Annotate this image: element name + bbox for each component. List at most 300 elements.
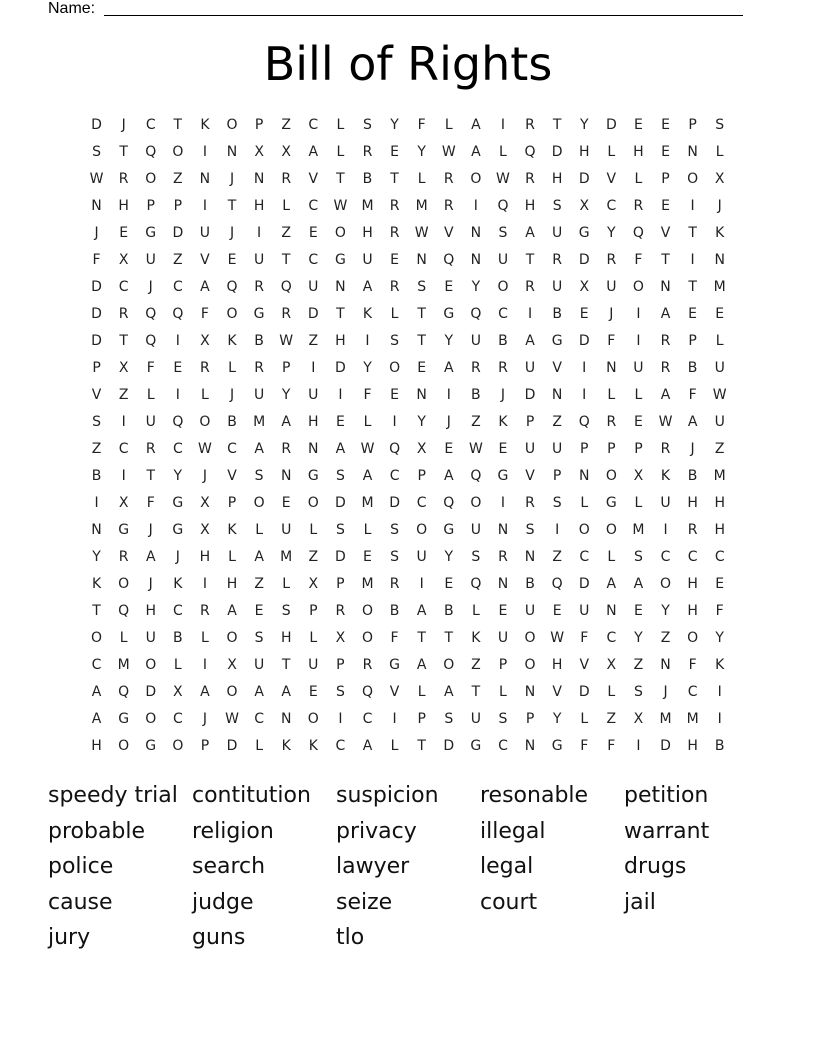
grid-letter: C (416, 495, 427, 511)
grid-letter: L (228, 549, 236, 565)
grid-letter: C (606, 630, 617, 646)
grid-letter: H (687, 603, 698, 619)
grid-letter: U (524, 360, 536, 376)
word-bank-item: court (480, 889, 538, 915)
grid-letter: G (443, 306, 455, 322)
grid-letter: S (390, 522, 400, 538)
grid-letter: C (308, 198, 319, 214)
grid-letter: R (281, 306, 292, 322)
grid-letter: Y (471, 279, 481, 295)
grid-letter: Z (552, 549, 562, 565)
grid-letter: Y (715, 630, 724, 646)
grid-letter: L (715, 144, 724, 160)
word-bank-item: cause (48, 889, 113, 915)
grid-letter: X (281, 144, 291, 160)
grid-letter: M (361, 198, 374, 214)
grid-letter: D (578, 171, 590, 187)
word-bank-item: search (192, 854, 266, 879)
grid-letter: Z (660, 630, 671, 646)
grid-letter: Y (444, 549, 454, 565)
grid-letter: D (578, 333, 590, 349)
grid-letter: L (363, 522, 372, 538)
grid-letter: I (690, 198, 695, 214)
grid-letter: A (91, 711, 102, 727)
grid-letter: E (633, 414, 643, 430)
grid-letter: F (92, 252, 101, 268)
grid-letter: C (660, 549, 671, 565)
grid-letter: L (634, 387, 643, 403)
grid-letter: A (525, 333, 535, 349)
grid-letter: S (335, 522, 345, 538)
grid-letter: S (390, 549, 400, 565)
grid-letter: F (580, 738, 589, 754)
grid-letter: L (607, 684, 616, 700)
grid-letter: R (118, 306, 129, 322)
grid-letter: R (687, 522, 698, 538)
grid-letter: B (91, 468, 102, 484)
grid-letter: I (202, 198, 207, 214)
grid-letter: E (688, 306, 698, 322)
word-search-grid (83, 112, 733, 760)
grid-letter: L (634, 171, 643, 187)
grid-letter: E (390, 387, 399, 403)
grid-letter: M (659, 711, 672, 727)
grid-letter: Q (172, 414, 184, 430)
grid-letter: L (309, 630, 318, 646)
grid-letter: D (335, 549, 346, 565)
grid-letter: W (712, 387, 727, 403)
grid-letter: E (444, 279, 454, 295)
word-bank-item: tlo (336, 925, 365, 950)
grid-letter: T (661, 252, 670, 268)
grid-letter: B (173, 630, 183, 646)
grid-letter: W (333, 198, 348, 214)
grid-letter: X (579, 198, 590, 214)
grid-letter: K (498, 414, 508, 430)
grid-letter: A (145, 549, 156, 565)
grid-letter: U (552, 441, 563, 457)
grid-letter: R (660, 333, 671, 349)
grid-letter: E (552, 603, 562, 619)
grid-letter: A (633, 576, 644, 592)
grid-letter: W (441, 144, 456, 160)
word-bank-item: speedy trial (48, 783, 178, 808)
grid-letter: M (253, 414, 266, 430)
grid-letter: N (416, 252, 427, 268)
grid-letter: L (336, 117, 345, 133)
grid-letter: E (661, 198, 670, 214)
grid-letter: O (145, 657, 157, 673)
grid-letter: J (202, 468, 207, 484)
grid-letter: A (443, 684, 454, 700)
grid-letter: X (335, 630, 346, 646)
grid-letter: C (227, 441, 237, 457)
grid-letter: C (714, 549, 725, 565)
grid-letter: H (551, 171, 563, 187)
grid-letter: U (308, 657, 319, 673)
grid-letter: C (172, 711, 183, 727)
grid-letter: N (524, 684, 536, 700)
grid-letter: X (173, 684, 183, 700)
grid-letter: D (578, 576, 590, 592)
word-bank-item: privacy (336, 818, 417, 844)
grid-letter: L (580, 495, 589, 511)
grid-letter: C (687, 684, 698, 700)
page-title: Bill of Rights (263, 37, 553, 91)
grid-letter: H (199, 549, 211, 565)
grid-letter: G (172, 495, 184, 511)
grid-letter: R (254, 279, 264, 295)
grid-letter: H (714, 522, 725, 538)
grid-letter: Q (280, 279, 292, 295)
grid-letter: O (470, 171, 482, 187)
grid-letter: B (443, 603, 454, 619)
grid-letter: L (499, 144, 507, 160)
grid-letter: R (525, 117, 535, 133)
grid-letter: E (390, 144, 399, 160)
grid-letter: Q (470, 306, 482, 322)
grid-letter: L (282, 198, 291, 214)
grid-letter: T (146, 468, 156, 484)
grid-letter: V (660, 225, 671, 241)
grid-letter: E (308, 225, 318, 241)
grid-letter: U (524, 441, 536, 457)
grid-letter: U (253, 657, 265, 673)
grid-letter: T (227, 198, 237, 214)
grid-letter: G (551, 333, 563, 349)
grid-letter: W (89, 171, 104, 187)
grid-letter: I (121, 414, 126, 430)
grid-letter: S (335, 684, 345, 700)
grid-letter: T (119, 144, 128, 160)
grid-letter: P (417, 711, 426, 727)
grid-letter: W (414, 225, 429, 241)
grid-letter: L (173, 657, 182, 673)
grid-letter: A (362, 279, 373, 295)
grid-letter: N (308, 441, 319, 457)
grid-letter: O (91, 630, 103, 646)
grid-letter: J (148, 522, 153, 538)
grid-letter: H (335, 333, 346, 349)
grid-letter: H (280, 630, 292, 646)
grid-letter: O (118, 576, 130, 592)
grid-letter: L (309, 522, 318, 538)
grid-letter: O (226, 117, 238, 133)
grid-letter: G (118, 711, 130, 727)
grid-letter: T (336, 171, 345, 187)
grid-letter: R (606, 414, 617, 430)
grid-letter: K (308, 738, 318, 754)
grid-letter: R (606, 252, 617, 268)
grid-letter: J (663, 684, 668, 700)
grid-letter: R (498, 360, 508, 376)
grid-letter: P (173, 198, 183, 214)
grid-letter: M (280, 549, 293, 565)
grid-letter: V (552, 684, 562, 700)
grid-letter: U (552, 225, 563, 241)
grid-letter: A (471, 117, 481, 133)
grid-letter: R (389, 225, 400, 241)
grid-letter: Q (145, 333, 157, 349)
grid-letter: I (717, 684, 722, 700)
grid-letter: A (416, 657, 427, 673)
grid-letter: P (688, 333, 697, 349)
grid-letter: N (497, 576, 509, 592)
grid-letter: E (633, 117, 643, 133)
grid-letter: C (172, 279, 183, 295)
grid-letter: Q (443, 252, 455, 268)
word-bank-item: suspicion (336, 783, 439, 808)
grid-letter: K (91, 576, 102, 592)
grid-letter: L (201, 630, 209, 646)
grid-letter: D (91, 279, 102, 295)
grid-letter: U (470, 711, 481, 727)
grid-letter: R (281, 441, 292, 457)
grid-letter: Z (91, 441, 102, 457)
grid-letter: P (417, 468, 426, 484)
grid-letter: L (255, 522, 264, 538)
grid-letter: P (498, 657, 508, 673)
grid-letter: T (444, 630, 454, 646)
grid-letter: U (606, 279, 617, 295)
grid-letter: H (118, 198, 129, 214)
grid-letter: F (363, 387, 372, 403)
grid-letter: L (282, 576, 291, 592)
grid-letter: B (687, 360, 698, 376)
grid-letter: K (173, 576, 183, 592)
grid-letter: E (227, 252, 237, 268)
word-bank-item: legal (480, 854, 534, 879)
grid-letter: C (389, 468, 400, 484)
grid-letter: O (416, 522, 428, 538)
grid-letter: H (362, 225, 373, 241)
grid-letter: I (690, 252, 695, 268)
grid-letter: Z (308, 333, 319, 349)
grid-letter: V (606, 171, 617, 187)
grid-letter: Z (173, 252, 183, 268)
grid-letter: Q (578, 414, 590, 430)
word-bank-item: lawyer (336, 854, 410, 879)
grid-letter: E (390, 252, 399, 268)
grid-letter: A (416, 603, 427, 619)
word-bank-item: judge (192, 889, 254, 915)
grid-letter: S (390, 333, 400, 349)
grid-letter: A (362, 468, 373, 484)
grid-letter: E (281, 495, 291, 511)
grid-letter: C (335, 738, 346, 754)
grid-letter: D (551, 144, 563, 160)
grid-letter: P (525, 711, 535, 727)
grid-letter: L (363, 414, 372, 430)
grid-letter: H (687, 495, 698, 511)
grid-letter: M (415, 198, 428, 214)
grid-letter: U (253, 252, 265, 268)
grid-letter: M (117, 657, 130, 673)
grid-letter: Q (632, 225, 644, 241)
grid-letter: B (254, 333, 264, 349)
name-underline (104, 15, 743, 16)
grid-letter: J (148, 279, 153, 295)
grid-letter: E (173, 360, 183, 376)
grid-letter: E (119, 225, 129, 241)
grid-letter: X (227, 657, 237, 673)
grid-letter: Y (661, 603, 670, 619)
grid-letter: T (281, 657, 291, 673)
grid-letter: G (389, 657, 400, 673)
grid-letter: S (254, 468, 264, 484)
grid-letter: I (257, 225, 262, 241)
word-bank-item: jury (48, 925, 91, 950)
grid-letter: S (552, 198, 562, 214)
grid-letter: J (229, 171, 235, 187)
grid-letter: Z (173, 171, 183, 187)
grid-letter: F (607, 333, 616, 349)
grid-letter: F (146, 360, 155, 376)
grid-letter: Y (444, 333, 454, 349)
grid-letter: I (94, 495, 99, 511)
grid-letter: B (362, 171, 373, 187)
grid-letter: Y (281, 387, 291, 403)
word-bank-item: religion (192, 818, 274, 844)
grid-letter: X (200, 522, 210, 538)
grid-letter: E (498, 603, 508, 619)
grid-letter: E (633, 603, 643, 619)
grid-letter: O (307, 495, 319, 511)
grid-letter: C (308, 252, 319, 268)
grid-letter: Z (552, 414, 562, 430)
grid-letter: A (200, 684, 210, 700)
grid-letter: P (661, 171, 670, 187)
grid-letter: I (527, 306, 533, 322)
grid-letter: X (633, 711, 644, 727)
grid-letter: N (91, 522, 102, 538)
grid-letter: R (443, 198, 454, 214)
grid-letter: R (498, 549, 508, 565)
grid-letter: C (308, 117, 319, 133)
grid-letter: Z (281, 225, 291, 241)
grid-letter: A (660, 387, 671, 403)
grid-letter: I (636, 333, 641, 349)
grid-letter: R (633, 198, 644, 214)
grid-letter: E (444, 576, 454, 592)
grid-letter: C (254, 711, 264, 727)
grid-letter: T (688, 225, 697, 241)
grid-letter: U (308, 387, 319, 403)
grid-letter: V (91, 387, 102, 403)
grid-letter: K (471, 630, 481, 646)
grid-letter: T (417, 630, 426, 646)
grid-letter: I (392, 414, 397, 430)
grid-letter: T (417, 738, 426, 754)
grid-letter: A (200, 279, 210, 295)
grid-letter: K (200, 117, 210, 133)
grid-letter: N (524, 738, 536, 754)
grid-letter: E (715, 306, 725, 322)
grid-letter: Z (254, 576, 264, 592)
grid-letter: I (202, 576, 207, 592)
grid-letter: O (497, 279, 509, 295)
grid-letter: J (446, 414, 451, 430)
grid-letter: Z (118, 387, 129, 403)
grid-letter: I (338, 387, 343, 403)
grid-letter: I (446, 387, 451, 403)
grid-letter: A (362, 738, 373, 754)
grid-letter: O (307, 711, 319, 727)
grid-letter: S (335, 468, 345, 484)
grid-letter: Y (390, 117, 399, 133)
grid-letter: N (687, 144, 698, 160)
grid-letter: O (389, 360, 401, 376)
grid-letter: D (91, 306, 102, 322)
grid-letter: O (524, 630, 536, 646)
grid-letter: S (363, 117, 372, 133)
grid-letter: R (118, 549, 129, 565)
grid-letter: G (118, 522, 130, 538)
grid-letter: N (714, 252, 725, 268)
grid-letter: E (579, 306, 589, 322)
word-bank-item: warrant (624, 818, 710, 844)
grid-letter: A (281, 684, 291, 700)
grid-letter: U (145, 252, 156, 268)
grid-letter: X (118, 360, 129, 376)
grid-letter: C (91, 657, 102, 673)
grid-letter: U (416, 549, 427, 565)
grid-letter: T (417, 333, 426, 349)
grid-letter: P (688, 117, 697, 133)
grid-letter: U (362, 252, 373, 268)
grid-letter: M (713, 279, 726, 295)
grid-letter: W (198, 441, 212, 457)
grid-letter: R (525, 279, 535, 295)
grid-letter: P (227, 495, 237, 511)
grid-letter: B (525, 576, 535, 592)
grid-letter: S (254, 630, 264, 646)
grid-letter: O (605, 468, 617, 484)
grid-letter: M (632, 522, 645, 538)
grid-letter: L (119, 630, 128, 646)
grid-letter: V (443, 225, 454, 241)
grid-letter: D (226, 738, 238, 754)
grid-letter: J (609, 306, 614, 322)
grid-letter: O (361, 603, 373, 619)
grid-letter: C (172, 603, 183, 619)
grid-letter: G (307, 468, 319, 484)
grid-letter: Y (579, 117, 589, 133)
grid-letter: O (118, 738, 130, 754)
grid-letter: O (172, 738, 184, 754)
grid-letter: U (714, 360, 725, 376)
grid-letter: D (660, 738, 671, 754)
grid-letter: D (145, 684, 157, 700)
grid-letter: G (172, 522, 184, 538)
grid-letter: T (336, 306, 345, 322)
grid-letter: Q (145, 306, 157, 322)
grid-letter: S (92, 144, 101, 160)
grid-letter: Q (443, 495, 455, 511)
grid-letter: Y (173, 468, 183, 484)
grid-letter: Q (118, 684, 130, 700)
word-bank-item: drugs (624, 854, 687, 879)
grid-letter: L (715, 333, 724, 349)
grid-letter: I (717, 711, 722, 727)
grid-letter: X (200, 495, 210, 511)
grid-letter: P (200, 738, 210, 754)
grid-letter: F (607, 738, 616, 754)
grid-letter: D (389, 495, 400, 511)
grid-letter: V (552, 360, 562, 376)
grid-letter: F (390, 630, 399, 646)
grid-letter: Y (92, 549, 101, 565)
